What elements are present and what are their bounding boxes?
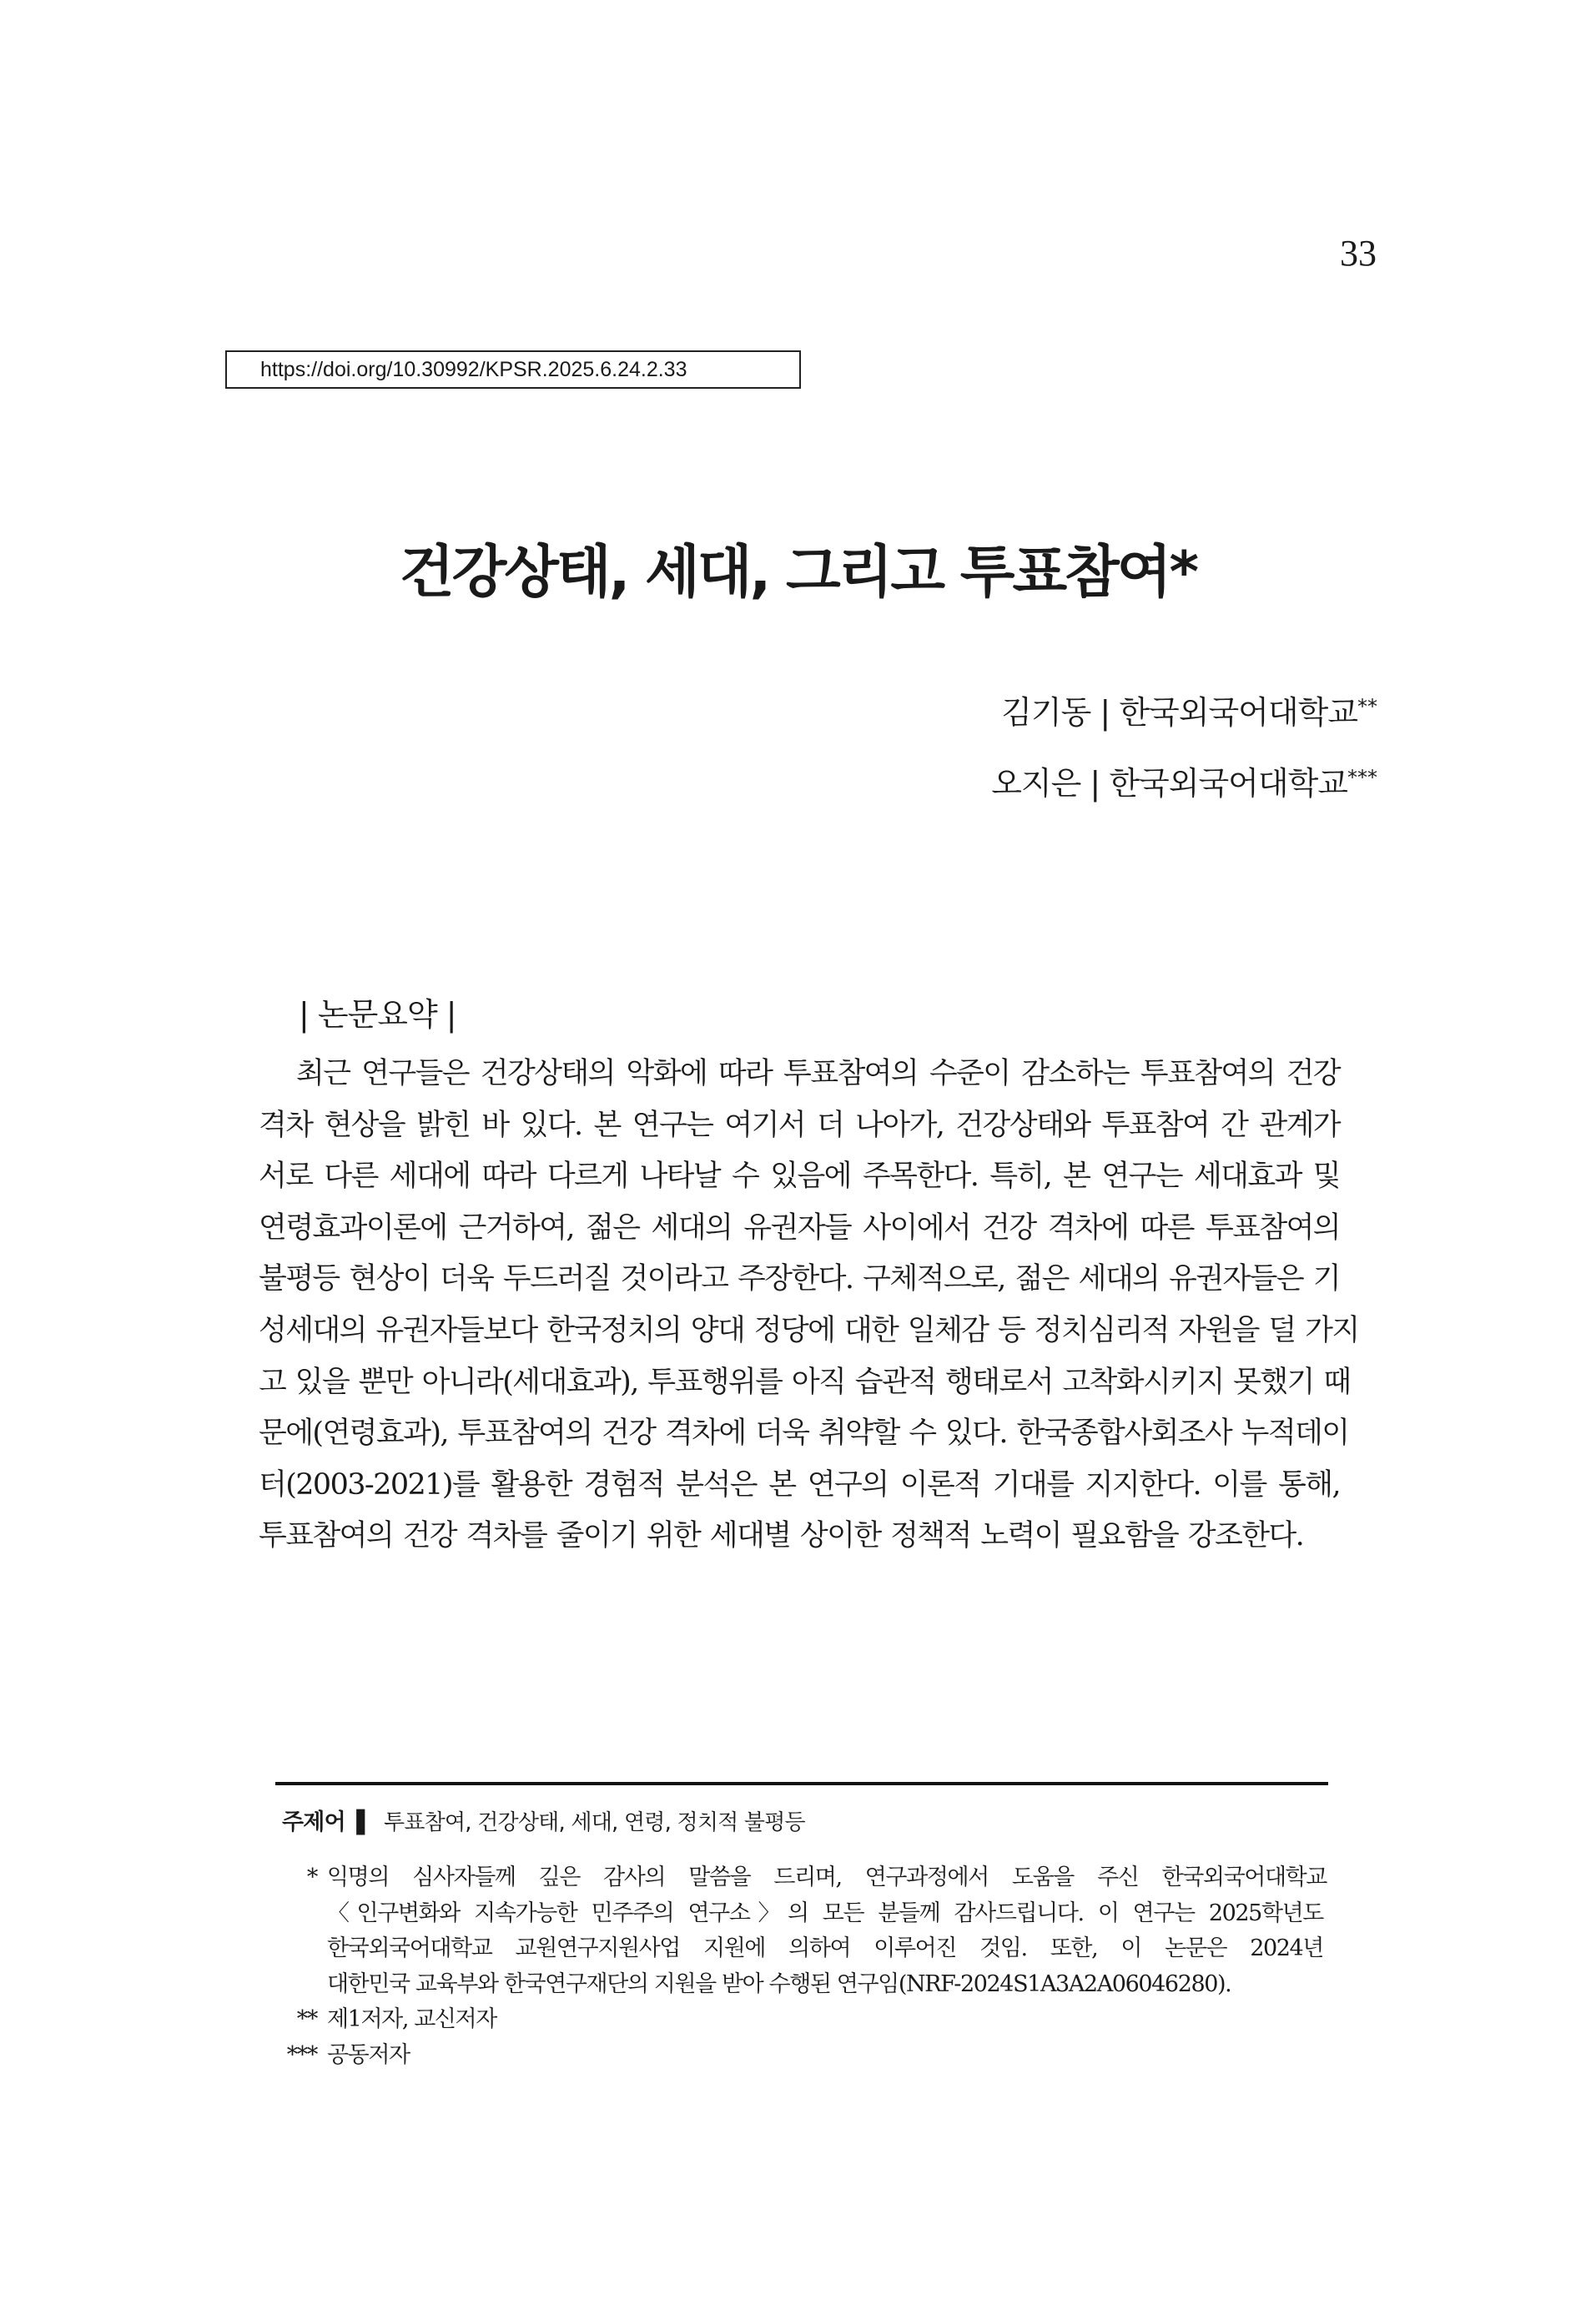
keyword-divider xyxy=(275,1782,1328,1785)
author-name: 오지은 xyxy=(991,765,1081,802)
footnote-text: 익명의 심사자들께 깊은 감사의 말씀을 드리며, 연구과정에서 도움을 주신 한국외국어대학교 xyxy=(327,1865,1327,1890)
author-1 xyxy=(991,674,1377,745)
author-footnote-mark: ** xyxy=(1357,695,1377,718)
abstract-line: 서로 다른 세대에 따라 다르게 나타날 수 있음에 주목한다. 특히, 본 연구는 세대효과 및 xyxy=(259,1160,1340,1194)
abstract-line: 문에(연령효과), 투표참여의 건강 격차에 더욱 취약할 수 있다. 한국종합사회조사 누적데이 xyxy=(259,1417,1349,1451)
footnote-mark: *** xyxy=(286,2041,317,2068)
abstract-body xyxy=(259,1049,1359,1563)
abstract-line: 고 있을 뿐만 아니라(세대효과), 투표행위를 아직 습관적 행태로서 고착화시키지 못했기 때 xyxy=(259,1365,1351,1399)
keywords-separator: ▌ xyxy=(356,1810,373,1835)
abstract-line: 연령효과이론에 근거하여, 젊은 세대의 유권자들 사이에서 건강 격차에 따른 투표참여의 xyxy=(259,1210,1340,1245)
keywords-label: 주제어 xyxy=(282,1809,345,1835)
author-affiliation: 한국외국어대학교 xyxy=(1119,694,1357,731)
author-affiliation: 한국외국어대학교 xyxy=(1109,765,1347,802)
author-footnote-mark: *** xyxy=(1347,766,1377,789)
footnote-1-line: 〈인구변화와 지속가능한 민주주의 연구소〉의 모든 분들께 감사드립니다. 이 연구는 2025학년도 xyxy=(327,1900,1323,1926)
footnotes xyxy=(275,1860,1327,2073)
footnote-text: 제1저자, 교신저자 xyxy=(327,2006,496,2032)
abstract-line: 격차 현상을 밝힌 바 있다. 본 연구는 여기서 더 나아가, 건강상태와 투표참여 간 관계가 xyxy=(259,1108,1340,1142)
page-number: 33 xyxy=(1340,233,1377,274)
keywords xyxy=(282,1804,805,1836)
author-name: 김기동 xyxy=(1001,694,1091,731)
abstract-heading: | 논문요약 | xyxy=(299,996,456,1033)
doi-link[interactable]: https://doi.org/10.30992/KPSR.2025.6.24.2.33 xyxy=(225,350,801,389)
author-2 xyxy=(991,745,1377,816)
abstract-line: 불평등 현상이 더욱 두드러질 것이라고 주장한다. 구체적으로, 젊은 세대의 유권자들은 기 xyxy=(259,1262,1340,1296)
footnote-1 xyxy=(275,1860,1327,1896)
footnote-mark: * xyxy=(306,1865,317,1890)
abstract-line: 성세대의 유권자들보다 한국정치의 양대 정당에 대한 일체감 등 정치심리적 자원을 덜 가지 xyxy=(259,1313,1359,1347)
footnote-1-line: 대한민국 교육부와 한국연구재단의 지원을 받아 수행된 연구임(NRF-2024S1A3A2A06046280). xyxy=(327,1970,1231,1997)
footnote-text: 공동저자 xyxy=(327,2041,410,2068)
paper-title: 건강상태, 세대, 그리고 투표참여* xyxy=(399,540,1197,606)
author-block xyxy=(991,674,1377,816)
author-separator: | xyxy=(1090,765,1100,802)
abstract-line: 투표참여의 건강 격차를 줄이기 위한 세대별 상이한 정책적 노력이 필요함을 강조한다. xyxy=(259,1519,1304,1553)
author-separator: | xyxy=(1100,694,1110,731)
footnote-2 xyxy=(275,2002,1327,2038)
abstract-line: 터(2003-2021)를 활용한 경험적 분석은 본 연구의 이론적 기대를 지지한다. 이를 통해, xyxy=(259,1467,1340,1502)
abstract-line: 최근 연구들은 건강상태의 악화에 따라 투표참여의 수준이 감소하는 투표참여의 건강 xyxy=(296,1057,1340,1090)
footnote-1-line: 한국외국어대학교 교원연구지원사업 지원에 의하여 이루어진 것임. 또한, 이 논문은 2024년 xyxy=(327,1935,1323,1961)
footnote-3 xyxy=(275,2038,1327,2074)
keywords-text: 투표참여, 건강상태, 세대, 연령, 정치적 불평등 xyxy=(384,1810,805,1835)
footnote-mark: ** xyxy=(296,2006,317,2032)
